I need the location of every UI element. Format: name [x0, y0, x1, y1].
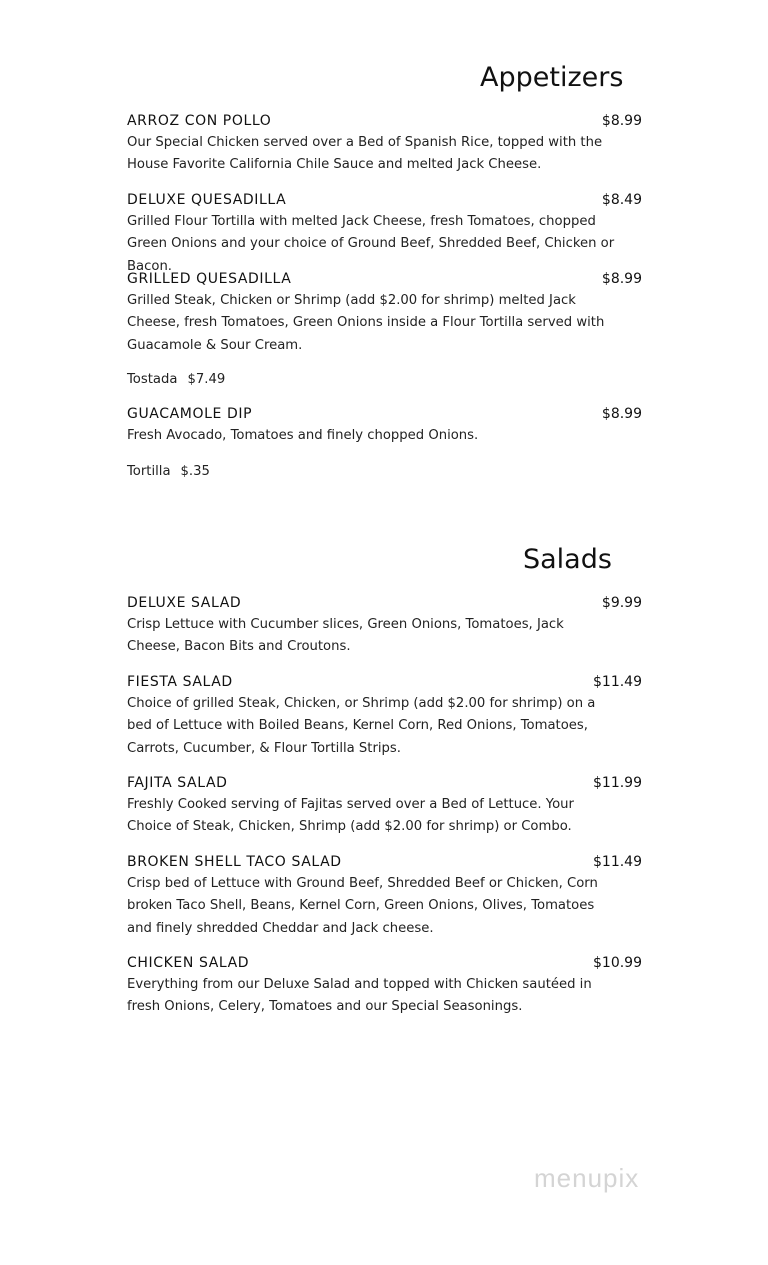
menu-item [127, 772, 642, 839]
side-option-price: $7.49 [187, 372, 226, 387]
side-option-label: Tostada [127, 372, 178, 387]
side-option [127, 461, 210, 483]
item-description: Crisp bed of Lettuce with Ground Beef, Shredded Beef or Chicken, Corn broken Taco Shell, Beans, Kernel Corn, Green Onions, Olives, Tomatoes and finely shredded Cheddar and Jack cheese. [127, 876, 598, 936]
item-name: FAJITA SALAD [127, 775, 228, 791]
watermark: menupix [534, 1163, 640, 1193]
side-option-label: Tortilla [127, 464, 171, 479]
menu-item [127, 851, 642, 940]
item-name: DELUXE QUESADILLA [127, 192, 287, 208]
item-price: $11.99 [593, 775, 642, 791]
menu-item [127, 403, 642, 447]
item-description: Freshly Cooked serving of Fajitas served over a Bed of Lettuce. Your Choice of Steak, Chicken, Shrimp (add $2.00 for shrimp) or Combo. [127, 797, 574, 835]
item-price: $8.99 [601, 113, 642, 129]
item-price: $11.49 [593, 674, 642, 690]
item-price: $8.49 [601, 192, 642, 208]
item-name: GUACAMOLE DIP [127, 406, 253, 422]
item-name: CHICKEN SALAD [127, 955, 250, 971]
item-name: GRILLED QUESADILLA [127, 271, 292, 287]
item-description: Fresh Avocado, Tomatoes and finely chopped Onions. [127, 428, 479, 443]
menu-item [127, 268, 642, 357]
side-option [127, 369, 225, 391]
side-option-price: $.35 [180, 464, 210, 479]
menu-item [127, 110, 642, 177]
item-name: BROKEN SHELL TACO SALAD [127, 854, 342, 870]
menu-item [127, 952, 642, 1019]
item-price: $11.49 [593, 854, 642, 870]
item-name: DELUXE SALAD [127, 595, 242, 611]
salads-heading: Salads [523, 544, 612, 575]
item-price: $8.99 [601, 271, 642, 287]
item-description: Crisp Lettuce with Cucumber slices, Green Onions, Tomatoes, Jack Cheese, Bacon Bits and Croutons. [127, 617, 564, 655]
item-name: FIESTA SALAD [127, 674, 233, 690]
item-description: Grilled Flour Tortilla with melted Jack Cheese, fresh Tomatoes, chopped Green Onions and your choice of Ground Beef, Shredded Beef, Chicken or Bacon. [127, 214, 615, 274]
menu-item [127, 592, 642, 659]
item-price: $10.99 [593, 955, 642, 971]
item-price: $9.99 [601, 595, 642, 611]
item-price: $8.99 [601, 406, 642, 422]
menu-item [127, 189, 642, 278]
menu-item [127, 671, 642, 760]
item-description: Grilled Steak, Chicken or Shrimp (add $2.00 for shrimp) melted Jack Cheese, fresh Tomatoes, Green Onions inside a Flour Tortilla served with Guacamole & Sour Cream. [127, 293, 605, 353]
item-description: Everything from our Deluxe Salad and topped with Chicken sautéed in fresh Onions, Celery, Tomatoes and our Special Seasonings. [127, 977, 592, 1015]
appetizers-heading: Appetizers [480, 62, 624, 93]
item-description: Our Special Chicken served over a Bed of Spanish Rice, topped with the House Favorite California Chile Sauce and melted Jack Cheese. [127, 135, 603, 173]
item-name: ARROZ CON POLLO [127, 113, 272, 129]
item-description: Choice of grilled Steak, Chicken, or Shrimp (add $2.00 for shrimp) on a bed of Lettuce with Boiled Beans, Kernel Corn, Red Onions, Tomatoes, Carrots, Cucumber, & Flour Tortilla Strips. [127, 696, 596, 756]
